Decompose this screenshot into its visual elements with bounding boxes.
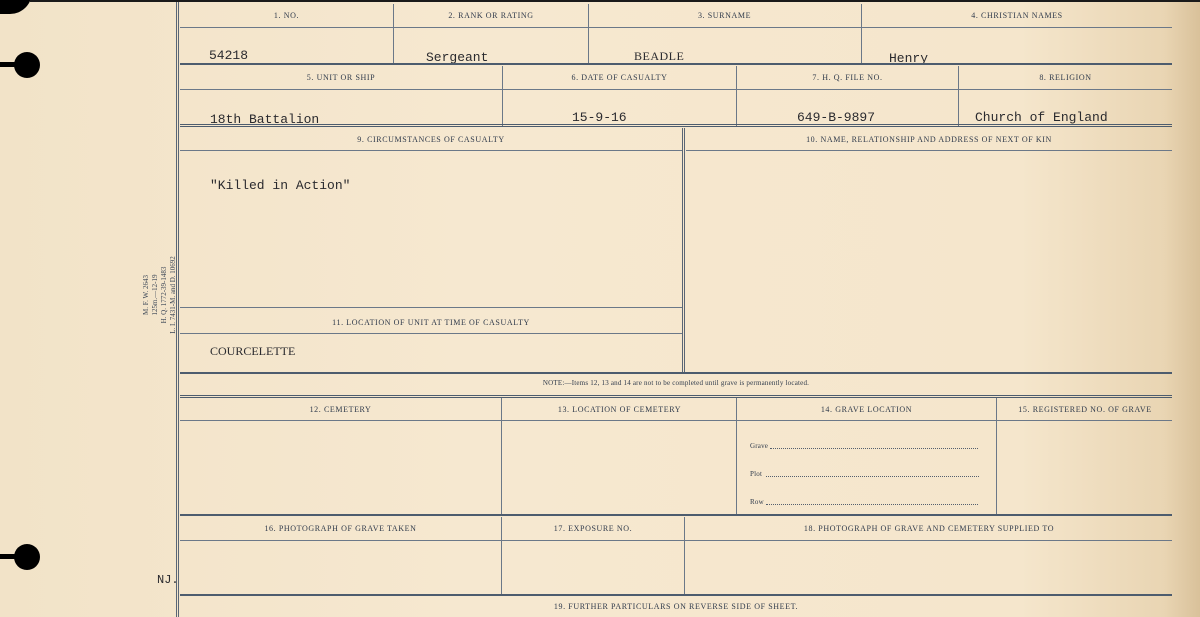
plot-label: Plot: [750, 470, 763, 478]
circumstances-value: "Killed in Action": [210, 178, 351, 193]
divider: [736, 66, 737, 126]
divider: [958, 66, 959, 126]
punch-hole-top: [14, 52, 40, 78]
label-location-cemetery: 13. LOCATION OF CEMETERY: [557, 405, 682, 414]
rule: [180, 150, 682, 151]
label-surname: 3. SURNAME: [697, 11, 752, 20]
rule: [180, 124, 1172, 127]
label-registered-no: 15. REGISTERED NO. OF GRAVE: [1018, 405, 1152, 414]
top-edge: [30, 0, 1200, 2]
punch-hole-top-corner: [0, 0, 32, 14]
rule: [180, 89, 1172, 90]
date-of-casualty: 15-9-16: [572, 110, 627, 125]
rule: [180, 372, 1172, 374]
label-cemetery: 12. CEMETERY: [309, 405, 372, 414]
rule: [180, 514, 1172, 516]
label-next-of-kin: 10. NAME, RELATIONSHIP AND ADDRESS OF NEXT OF KIN: [806, 135, 1052, 144]
footer-note: 19. FURTHER PARTICULARS ON REVERSE SIDE OF SHEET.: [553, 602, 799, 611]
rank: Sergeant: [426, 50, 489, 65]
form-imprint: M. F. W. 2643 125m.—12-19 H. Q. 1772-39-1483 L. I. 7431-M. and D. 10692: [142, 256, 177, 334]
divider: [501, 517, 502, 594]
divider: [682, 128, 685, 372]
clerk-initials: NJ.: [157, 573, 179, 587]
divider: [736, 398, 737, 514]
rule: [686, 150, 1172, 151]
service-number: 54218: [209, 48, 249, 63]
label-unit: 5. UNIT OR SHIP: [306, 73, 376, 82]
rule: [180, 540, 1172, 541]
label-christian-names: 4. CHRISTIAN NAMES: [971, 11, 1063, 20]
label-exposure-no: 17. EXPOSURE NO.: [553, 524, 633, 533]
grave-label: Grave: [750, 442, 769, 450]
divider: [393, 4, 394, 64]
note: NOTE:—Items 12, 13 and 14 are not to be completed until grave is permanently located.: [542, 379, 810, 387]
label-circumstances: 9. CIRCUMSTANCES OF CASUALTY: [357, 135, 505, 144]
rule: [180, 333, 682, 334]
surname: BEADLE: [634, 49, 685, 63]
plot-field[interactable]: [766, 471, 979, 477]
rule: [180, 395, 1172, 398]
rule: [180, 420, 1172, 421]
label-hq-file: 7. H. Q. FILE NO.: [812, 73, 883, 82]
label-date-casualty: 6. DATE OF CASUALTY: [571, 73, 668, 82]
label-photo-taken: 16. PHOTOGRAPH OF GRAVE TAKEN: [264, 524, 417, 533]
rule: [180, 63, 1172, 65]
divider: [588, 4, 589, 64]
location-unit-value: COURCELETTE: [210, 344, 296, 358]
divider: [502, 66, 503, 126]
divider: [861, 4, 862, 64]
label-supplied-to: 18. PHOTOGRAPH OF GRAVE AND CEMETERY SUPPLIED TO: [803, 524, 1055, 533]
rule: [180, 307, 682, 308]
label-location-unit: 11. LOCATION OF UNIT AT TIME OF CASUALTY: [332, 318, 530, 327]
label-rank: 2. RANK OR RATING: [448, 11, 534, 20]
grave-field[interactable]: [770, 443, 978, 449]
hq-file-number: 649-B-9897: [797, 110, 876, 125]
divider: [501, 398, 502, 514]
divider: [996, 398, 997, 514]
rule: [180, 594, 1172, 596]
label-religion: 8. RELIGION: [1039, 73, 1092, 82]
row-field[interactable]: [766, 499, 978, 505]
divider: [684, 517, 685, 594]
left-border: [176, 2, 179, 617]
label-grave-location: 14. GRAVE LOCATION: [820, 405, 913, 414]
rule: [180, 27, 1172, 28]
punch-hole-bottom: [14, 544, 40, 570]
label-no: 1. NO.: [273, 11, 300, 20]
religion: Church of England: [975, 110, 1108, 125]
unit: 18th Battalion: [210, 112, 320, 127]
row-label: Row: [750, 498, 764, 506]
christian-names: Henry: [889, 51, 929, 66]
